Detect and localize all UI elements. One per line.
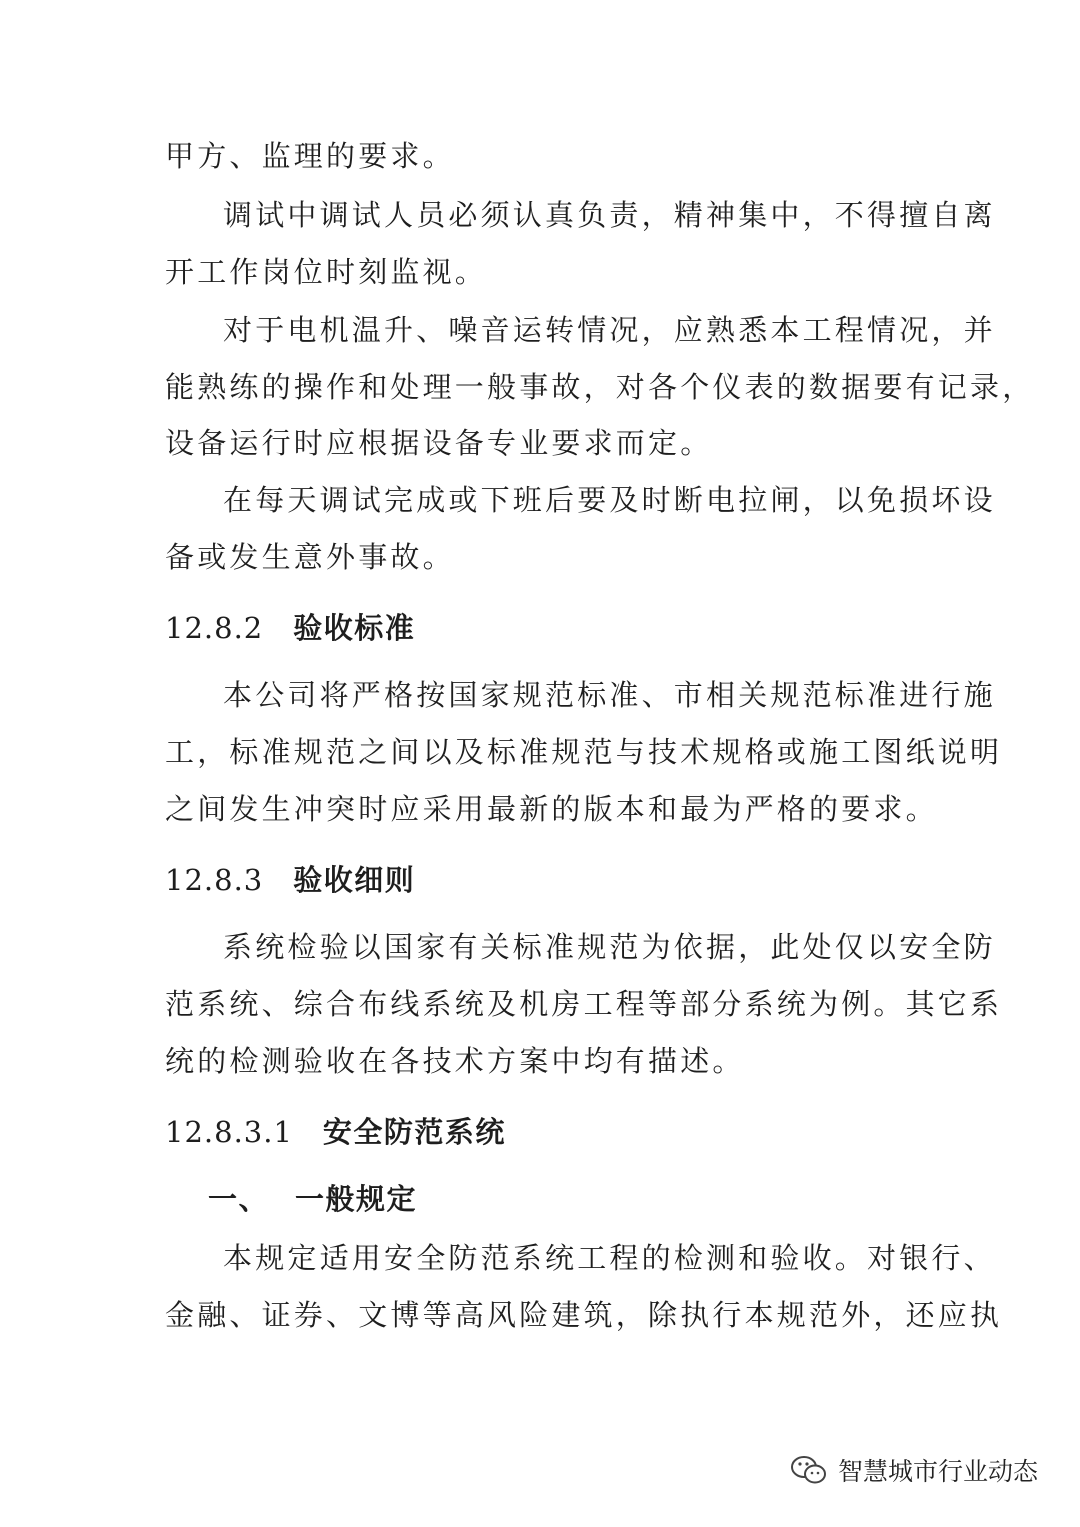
section-heading	[165, 862, 415, 898]
subsection-title: 一般规定	[295, 1182, 418, 1216]
section-number: 12.8.3	[165, 863, 264, 897]
paragraph-line: 在每天调试完成或下班后要及时断电拉闸，以免损坏设	[223, 483, 996, 517]
paragraph-line: 能熟练的操作和处理一般事故，对各个仪表的数据要有记录，	[165, 370, 1035, 404]
paragraph-line: 甲方、监理的要求。	[165, 139, 455, 173]
subsection-heading	[208, 1181, 417, 1217]
subsection-number: 一、	[208, 1182, 270, 1216]
paragraph-line: 设备运行时应根据设备专业要求而定。	[165, 426, 713, 460]
paragraph-line: 调试中调试人员必须认真负责，精神集中，不得擅自离	[223, 198, 996, 232]
paragraph-line: 备或发生意外事故。	[165, 540, 455, 574]
section-heading	[165, 1114, 506, 1150]
paragraph-line: 范系统、综合布线系统及机房工程等部分系统为例。其它系	[165, 987, 1003, 1021]
watermark	[790, 1452, 1038, 1488]
paragraph-line: 金融、证券、文博等高风险建筑，除执行本规范外，还应执	[165, 1298, 1003, 1332]
paragraph-line: 对于电机温升、噪音运转情况，应熟悉本工程情况，并	[223, 313, 996, 347]
paragraph-line: 开工作岗位时刻监视。	[165, 255, 488, 289]
section-title: 验收细则	[293, 863, 416, 897]
paragraph-line: 本公司将严格按国家规范标准、市相关规范标准进行施	[223, 678, 996, 712]
paragraph-line: 系统检验以国家有关标准规范为依据，此处仅以安全防	[223, 930, 996, 964]
wechat-icon	[790, 1454, 828, 1486]
paragraph-line: 本规定适用安全防范系统工程的检测和验收。对银行、	[223, 1241, 996, 1275]
section-number: 12.8.3.1	[165, 1115, 293, 1149]
paragraph-line: 统的检测验收在各技术方案中均有描述。	[165, 1044, 745, 1078]
paragraph-line: 工，标准规范之间以及标准规范与技术规格或施工图纸说明	[165, 735, 1003, 769]
section-title: 验收标准	[293, 611, 416, 645]
section-title: 安全防范系统	[322, 1115, 506, 1149]
section-heading	[165, 610, 415, 646]
section-number: 12.8.2	[165, 611, 264, 645]
paragraph-line: 之间发生冲突时应采用最新的版本和最为严格的要求。	[165, 792, 938, 826]
watermark-text: 智慧城市行业动态	[838, 1457, 1039, 1486]
